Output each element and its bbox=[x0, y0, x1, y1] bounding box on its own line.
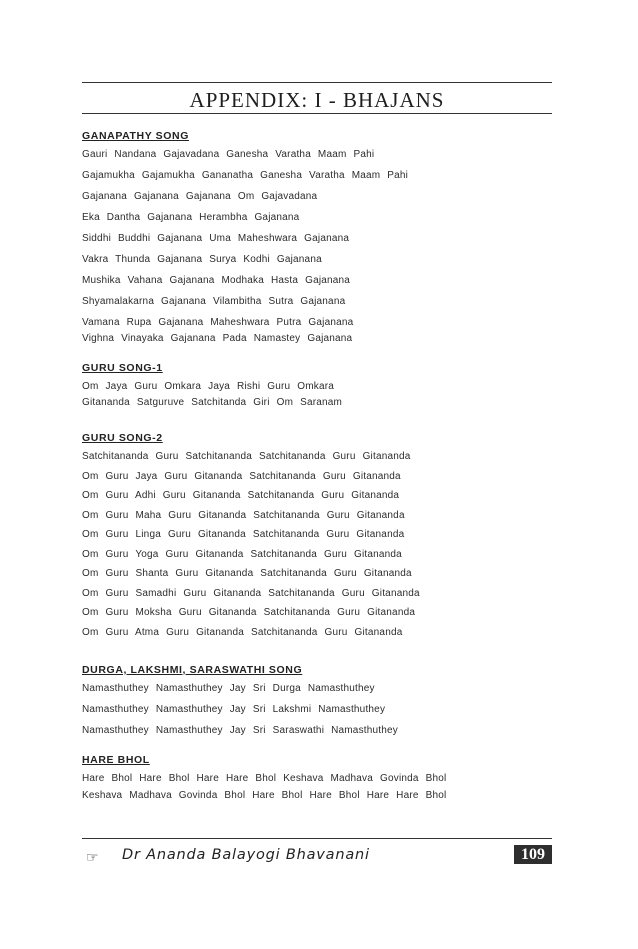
section-guru-song-2 bbox=[82, 432, 562, 646]
lyric-line: Hare Bhol Hare Bhol Hare Hare Bhol Keshava Madhava Govinda Bhol bbox=[82, 773, 447, 784]
lyric-line: Eka Dantha Gajanana Herambha Gajanana bbox=[82, 212, 300, 223]
footer-rule bbox=[82, 838, 552, 839]
lyric-line: Shyamalakarna Gajanana Vilambitha Sutra Gajanana bbox=[82, 296, 346, 307]
footer-author: Dr Ananda Balayogi Bhavanani bbox=[122, 847, 370, 863]
lyric-line: Om Guru Moksha Guru Gitananda Satchitananda Guru Gitananda bbox=[82, 607, 416, 618]
section-heading: GURU SONG-1 bbox=[82, 362, 163, 374]
lyric-line: Siddhi Buddhi Gajanana Uma Maheshwara Gajanana bbox=[82, 233, 350, 244]
lyric-line: Om Guru Samadhi Guru Gitananda Satchitananda Guru Gitananda bbox=[82, 587, 420, 599]
lyric-line: Om Guru Shanta Guru Gitananda Satchitananda Guru Gitananda bbox=[82, 568, 412, 579]
section-heading: GANAPATHY SONG bbox=[82, 130, 189, 142]
lyric-line: Gajanana Gajanana Gajanana Om Gajavadana bbox=[82, 191, 318, 202]
lyric-line: Keshava Madhava Govinda Bhol Hare Bhol Hare Bhol Hare Hare Bhol bbox=[82, 790, 447, 801]
lyric-line: Vakra Thunda Gajanana Surya Kodhi Gajanana bbox=[82, 254, 322, 265]
lyric-line: Om Guru Adhi Guru Gitananda Satchitananda Guru Gitananda bbox=[82, 490, 400, 501]
pointing-hand-icon: ☞ bbox=[86, 850, 99, 866]
section-heading: DURGA, LAKSHMI, SARASWATHI SONG bbox=[82, 664, 303, 676]
lyric-line: Om Jaya Guru Omkara Jaya Rishi Guru Omkara bbox=[82, 381, 335, 392]
lyric-line: Mushika Vahana Gajanana Modhaka Hasta Gajanana bbox=[82, 275, 351, 286]
lyric-line: Satchitananda Guru Satchitananda Satchitananda Guru Gitananda bbox=[82, 451, 411, 462]
lyric-line: Om Guru Linga Guru Gitananda Satchitananda Guru Gitananda bbox=[82, 529, 405, 540]
section-heading: HARE BHOL bbox=[82, 754, 150, 766]
page-title: APPENDIX: I - BHAJANS bbox=[189, 88, 445, 112]
lyric-line: Gauri Nandana Gajavadana Ganesha Varatha Maam Pahi bbox=[82, 149, 375, 160]
section-hare-bhol bbox=[82, 754, 562, 807]
lyric-line: Om Guru Jaya Guru Gitananda Satchitananda Guru Gitananda bbox=[82, 470, 401, 482]
section-guru-song-1 bbox=[82, 362, 562, 413]
top-rule bbox=[82, 82, 552, 83]
lyric-line: Namasthuthey Namasthuthey Jay Sri Saraswathi Namasthuthey bbox=[82, 725, 398, 736]
lyric-line: Vamana Rupa Gajanana Maheshwara Putra Gajanana bbox=[82, 317, 354, 328]
section-heading: GURU SONG-2 bbox=[82, 432, 163, 444]
section-durga-lakshmi-saraswathi-song bbox=[82, 664, 562, 746]
lyric-line: Gajamukha Gajamukha Gananatha Ganesha Varatha Maam Pahi bbox=[82, 170, 409, 181]
page-number: 109 bbox=[514, 845, 552, 864]
lyric-line: Gitananda Satguruve Satchitanda Giri Om Saranam bbox=[82, 397, 343, 408]
lyric-line: Om Guru Maha Guru Gitananda Satchitananda Guru Gitananda bbox=[82, 509, 405, 521]
lyric-line: Vighna Vinayaka Gajanana Pada Namastey Gajanana bbox=[82, 333, 353, 344]
title-underline bbox=[82, 113, 552, 114]
lyric-line: Om Guru Atma Guru Gitananda Satchitananda Guru Gitananda bbox=[82, 626, 403, 638]
lyric-line: Om Guru Yoga Guru Gitananda Satchitananda Guru Gitananda bbox=[82, 548, 402, 560]
lyric-line: Namasthuthey Namasthuthey Jay Sri Durga Namasthuthey bbox=[82, 683, 375, 694]
section-ganapathy-song bbox=[82, 130, 562, 349]
lyric-line: Namasthuthey Namasthuthey Jay Sri Lakshmi Namasthuthey bbox=[82, 704, 386, 715]
